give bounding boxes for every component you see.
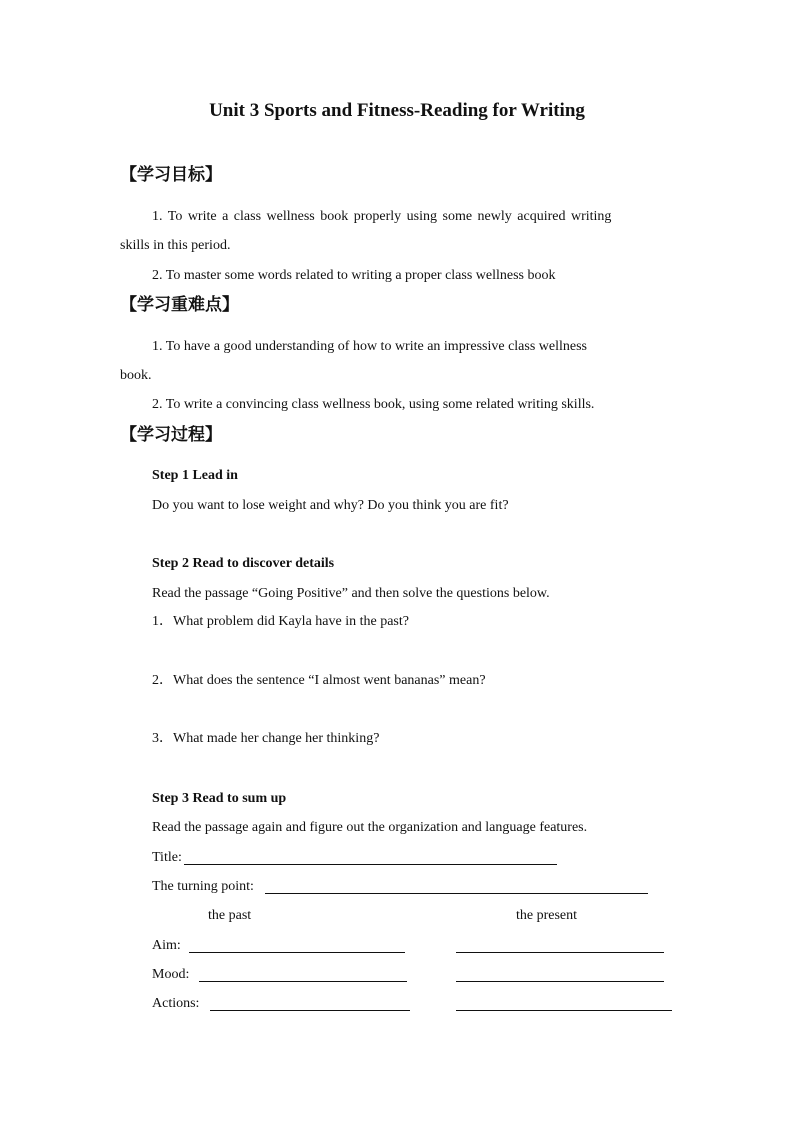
turning-point-label: The turning point: <box>152 879 254 894</box>
step2-heading: Step 2 Read to discover details <box>152 556 335 571</box>
title-label: Title: <box>152 850 182 865</box>
key-point-2: 2. To write a convincing class wellness book, using some related writing skills. <box>152 397 595 412</box>
aim-present-blank[interactable] <box>456 952 664 953</box>
column-present: the present <box>516 908 578 923</box>
step1-heading: Step 1 Lead in <box>152 468 238 483</box>
aim-label: Aim: <box>152 938 181 953</box>
step3-heading: Step 3 Read to sum up <box>152 791 287 806</box>
objectives-heading: 【学习目标】 <box>120 165 222 184</box>
actions-present-blank[interactable] <box>456 1010 672 1011</box>
turning-point-blank[interactable] <box>265 893 648 894</box>
step2-question-2: 2．What does the sentence “I almost went bananas” mean? <box>152 673 486 688</box>
actions-past-blank[interactable] <box>210 1010 410 1011</box>
objective-1-line-2: skills in this period. <box>120 238 231 253</box>
column-past: the past <box>208 908 252 923</box>
step2-instruction: Read the passage “Going Positive” and then solve the questions below. <box>152 586 550 601</box>
mood-past-blank[interactable] <box>199 981 407 982</box>
process-heading: 【学习过程】 <box>120 425 222 444</box>
actions-label: Actions: <box>152 996 200 1011</box>
page-title: Unit 3 Sports and Fitness-Reading for Writing <box>209 100 585 121</box>
title-blank[interactable] <box>184 864 557 865</box>
key-point-1-line-2: book. <box>120 368 152 383</box>
objective-2: 2. To master some words related to writing a proper class wellness book <box>152 268 556 283</box>
key-points-heading: 【学习重难点】 <box>120 295 239 314</box>
mood-present-blank[interactable] <box>456 981 664 982</box>
objective-1-line-1: 1. To write a class wellness book properly using some newly acquired writing <box>152 209 612 224</box>
step2-question-1: 1．What problem did Kayla have in the past? <box>152 614 409 629</box>
step1-question: Do you want to lose weight and why? Do you think you are fit? <box>152 498 509 513</box>
step2-question-3: 3．What made her change her thinking? <box>152 731 380 746</box>
mood-label: Mood: <box>152 967 190 982</box>
step3-instruction: Read the passage again and figure out the organization and language features. <box>152 820 588 835</box>
key-point-1-line-1: 1. To have a good understanding of how to write an impressive class wellness <box>152 339 588 354</box>
aim-past-blank[interactable] <box>189 952 405 953</box>
